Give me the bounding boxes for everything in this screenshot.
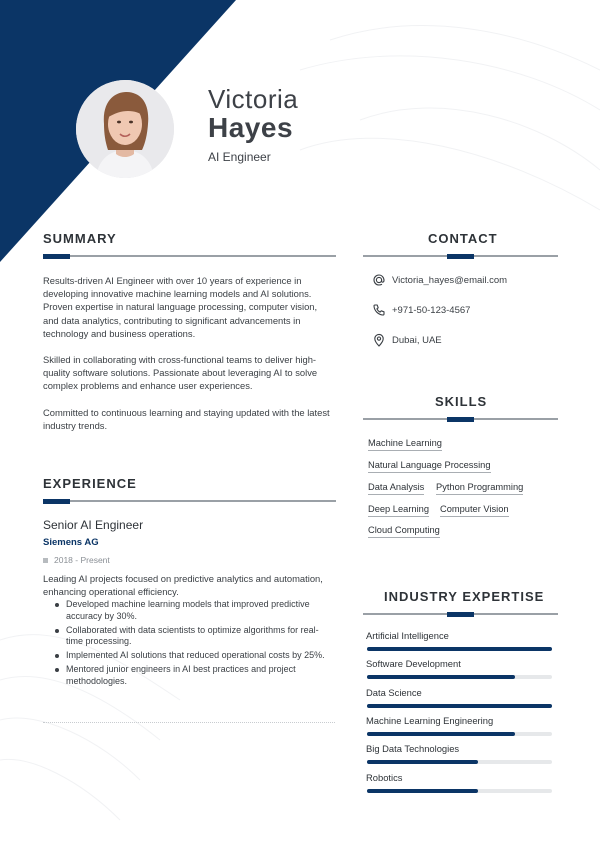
expertise-bar-fill	[367, 760, 478, 764]
expertise-bar-track	[367, 647, 552, 651]
expertise-bar-track	[367, 732, 552, 736]
date-marker-icon	[43, 558, 48, 563]
skills-accent	[447, 417, 474, 422]
achievement-item: Mentored junior engineers in AI best practices and project methodologies.	[53, 664, 335, 687]
expertise-bar-fill	[367, 732, 515, 736]
last-name: Hayes	[208, 112, 294, 143]
achievement-item: Implemented AI solutions that reduced operational costs by 25%.	[53, 650, 335, 662]
expertise-label: Big Data Technologies	[366, 743, 460, 755]
expertise-label: Robotics	[366, 771, 403, 783]
expertise-bar-track	[367, 704, 552, 708]
contact-heading: CONTACT	[428, 231, 498, 246]
phone-icon	[372, 303, 386, 317]
expertise-bar-fill	[367, 704, 552, 708]
expertise-label: Software Development	[366, 658, 461, 670]
employment-dates	[43, 555, 110, 565]
achievement-list	[53, 599, 335, 690]
skill-tag: Python Programming	[436, 482, 523, 495]
skill-tag: Deep Learning	[368, 504, 429, 517]
avatar-illustration	[76, 80, 174, 178]
job-title: AI Engineer	[208, 150, 271, 164]
skills-heading: SKILLS	[435, 394, 488, 409]
skill-tag: Machine Learning	[368, 438, 442, 451]
contact-location	[372, 333, 442, 347]
experience-heading: EXPERIENCE	[43, 476, 137, 491]
expertise-bar-track	[367, 789, 552, 793]
contact-phone[interactable]	[372, 303, 470, 317]
company-name: Siemens AG	[43, 537, 99, 548]
summary-accent	[43, 254, 70, 259]
contact-accent	[447, 254, 474, 259]
experience-accent	[43, 499, 70, 504]
at-sign-icon	[372, 273, 386, 287]
experience-divider	[43, 722, 335, 723]
summary-rule	[43, 255, 336, 257]
summary-heading: SUMMARY	[43, 231, 117, 246]
expertise-bar-fill	[367, 647, 552, 651]
role-title: Senior AI Engineer	[43, 518, 144, 532]
expertise-bar-fill	[367, 675, 515, 679]
expertise-bar-track	[367, 675, 552, 679]
skill-tag: Data Analysis	[368, 482, 424, 495]
expertise-label: Machine Learning Engineering	[366, 714, 494, 726]
achievement-item: Developed machine learning models that improved predictive accuracy by 30%.	[53, 599, 335, 622]
summary-paragraph-3: Committed to continuous learning and staying updated with the latest industry trends.	[43, 407, 330, 432]
dates-text: 2018 - Present	[54, 555, 110, 565]
email-text: Victoria_hayes@email.com	[392, 274, 508, 286]
skill-tag: Cloud Computing	[368, 525, 440, 538]
location-text: Dubai, UAE	[392, 334, 442, 346]
first-name: Victoria	[208, 84, 299, 114]
phone-text: +971-50-123-4567	[392, 304, 471, 316]
contact-email[interactable]	[372, 273, 507, 287]
location-pin-icon	[372, 333, 386, 347]
summary-paragraph-2: Skilled in collaborating with cross-functional teams to deliver high-quality software solutions. Passionate about leveraging AI to solve complex problems and enhance user experiences.	[43, 354, 318, 392]
expertise-accent	[447, 612, 474, 617]
expertise-heading: INDUSTRY EXPERTISE	[384, 589, 545, 604]
role-description: Leading AI projects focused on predictive analytics and automation, enhancing operational efficiency.	[43, 573, 323, 598]
skill-tag: Natural Language Processing	[368, 460, 491, 473]
profile-photo	[76, 80, 174, 178]
expertise-bar-track	[367, 760, 552, 764]
expertise-bar-fill	[367, 789, 478, 793]
achievement-item: Collaborated with data scientists to optimize algorithms for real-time processing.	[53, 625, 335, 648]
expertise-label: Artificial Intelligence	[366, 630, 449, 641]
skill-tag: Computer Vision	[440, 504, 509, 517]
expertise-label: Data Science	[366, 686, 422, 698]
experience-rule	[43, 500, 336, 502]
summary-paragraph-1: Results-driven AI Engineer with over 10 years of experience in developing innovative machine learning models and AI solutions. Proven expertise in natural language processing, computer vision, and data analytics, contributing to significant advancements in technology and business operations.	[43, 275, 318, 339]
